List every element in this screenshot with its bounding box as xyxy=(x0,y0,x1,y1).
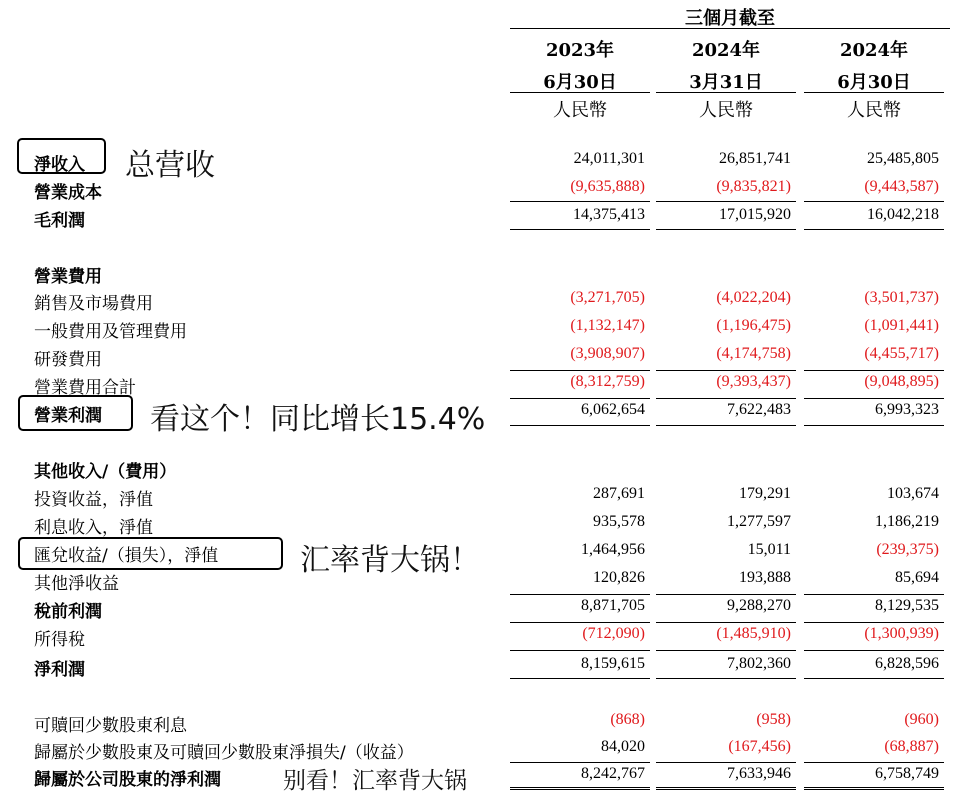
cell-value: 15,011 xyxy=(747,541,791,558)
cell-value: (9,835,821) xyxy=(716,178,791,195)
cell-value: 1,464,956 xyxy=(581,541,645,558)
subtotal-rule xyxy=(510,622,650,623)
cell-value: (4,174,758) xyxy=(716,345,791,362)
cell-value: 6,993,323 xyxy=(875,401,939,418)
row-label: 投資收益，淨值 xyxy=(34,490,153,510)
highlight-box-revenue xyxy=(17,138,106,174)
cell-value: (9,048,895) xyxy=(864,373,939,390)
total-rule xyxy=(510,425,650,426)
subtotal-rule xyxy=(510,594,650,595)
cell-value: 8,871,705 xyxy=(581,597,645,614)
cell-value: 17,015,920 xyxy=(719,206,791,223)
subtotal-rule xyxy=(804,650,944,651)
cell-value: (9,443,587) xyxy=(864,178,939,195)
column-currency: 人民幣 xyxy=(553,100,607,121)
period-rule xyxy=(510,28,950,29)
column-year: 2023年 xyxy=(545,40,615,61)
subtotal-rule xyxy=(510,370,650,371)
subtotal-rule xyxy=(510,398,650,399)
cell-value: 16,042,218 xyxy=(867,206,939,223)
column-date: 3月31日 xyxy=(689,72,763,93)
annotation-revenue: 总营收 xyxy=(125,148,215,183)
row-label: 所得稅 xyxy=(34,630,85,650)
row-label: 營業利潤 xyxy=(34,406,102,426)
subtotal-rule xyxy=(510,650,650,651)
row-label: 歸屬於少數股東及可贖回少數股東淨損失/（收益） xyxy=(34,743,414,763)
cell-value: 25,485,805 xyxy=(867,150,939,167)
subtotal-rule xyxy=(656,370,796,371)
cell-value: 179,291 xyxy=(739,485,791,502)
row-label: 淨收入 xyxy=(34,155,85,175)
cell-value: 14,375,413 xyxy=(573,206,645,223)
cell-value: 8,159,615 xyxy=(581,655,645,672)
column-year: 2024年 xyxy=(839,40,909,61)
annotation-operating-profit: 看这个！同比增长15.4% xyxy=(150,402,486,437)
total-rule xyxy=(804,425,944,426)
row-label: 一般費用及管理費用 xyxy=(34,322,187,342)
subtotal-rule xyxy=(804,594,944,595)
cell-value: 1,277,597 xyxy=(727,513,791,530)
cell-value: (3,908,907) xyxy=(570,345,645,362)
total-rule xyxy=(804,229,944,230)
subtotal-rule xyxy=(656,622,796,623)
subtotal-rule xyxy=(656,762,796,763)
subtotal-rule xyxy=(804,762,944,763)
cell-value: (868) xyxy=(610,711,645,728)
cell-value: 24,011,301 xyxy=(573,150,645,167)
cell-value: (167,456) xyxy=(728,738,791,755)
total-rule xyxy=(656,229,796,230)
cell-value: (3,501,737) xyxy=(864,289,939,306)
column-rule xyxy=(804,92,944,93)
highlight-box-operating-profit xyxy=(18,395,133,431)
grand-total-double-rule xyxy=(656,787,796,790)
subtotal-rule xyxy=(804,398,944,399)
column-header-1 xyxy=(510,36,650,94)
column-header-3 xyxy=(804,36,944,94)
cell-value: 1,186,219 xyxy=(875,513,939,530)
cell-value: 85,694 xyxy=(895,569,939,586)
subtotal-rule xyxy=(510,762,650,763)
cell-value: (960) xyxy=(904,711,939,728)
column-date: 6月30日 xyxy=(837,72,911,93)
subtotal-rule xyxy=(804,370,944,371)
cell-value: 7,622,483 xyxy=(727,401,791,418)
cell-value: 7,802,360 xyxy=(727,655,791,672)
column-rule xyxy=(510,92,650,93)
subtotal-rule xyxy=(804,622,944,623)
annotation-fx: 汇率背大锅！ xyxy=(300,543,480,578)
cell-value: 7,633,946 xyxy=(727,765,791,782)
cell-value: (68,887) xyxy=(884,738,939,755)
annotation-net-profit: 别看！汇率背大锅 xyxy=(283,768,467,794)
total-rule xyxy=(804,678,944,679)
cell-value: 6,758,749 xyxy=(875,765,939,782)
subtotal-rule xyxy=(656,650,796,651)
total-rule xyxy=(656,678,796,679)
total-rule xyxy=(510,229,650,230)
row-label: 歸屬於公司股東的淨利潤 xyxy=(34,770,221,790)
cell-value: 8,129,535 xyxy=(875,597,939,614)
cell-value: (958) xyxy=(756,711,791,728)
row-label: 利息收入，淨值 xyxy=(34,518,153,538)
cell-value: 26,851,741 xyxy=(719,150,791,167)
column-currency: 人民幣 xyxy=(847,100,901,121)
row-label: 營業成本 xyxy=(34,183,102,203)
grand-total-double-rule xyxy=(510,787,650,790)
row-label: 其他收入/（費用） xyxy=(34,462,177,482)
row-label: 研發費用 xyxy=(34,350,102,370)
row-label: 可贖回少數股東利息 xyxy=(34,716,187,736)
total-rule xyxy=(656,425,796,426)
highlight-box-fx xyxy=(18,537,283,570)
cell-value: 9,288,270 xyxy=(727,597,791,614)
column-currency: 人民幣 xyxy=(699,100,753,121)
cell-value: 120,826 xyxy=(593,569,645,586)
period-header: 三個月截至 xyxy=(685,8,775,29)
cell-value: (239,375) xyxy=(876,541,939,558)
cell-value: (1,132,147) xyxy=(570,317,645,334)
subtotal-rule xyxy=(656,594,796,595)
row-label: 其他淨收益 xyxy=(34,574,119,594)
cell-value: (1,091,441) xyxy=(864,317,939,334)
row-label: 淨利潤 xyxy=(34,660,85,680)
cell-value: (1,300,939) xyxy=(864,625,939,642)
subtotal-rule xyxy=(656,398,796,399)
cell-value: (1,485,910) xyxy=(716,625,791,642)
cell-value: 8,242,767 xyxy=(581,765,645,782)
column-header-2 xyxy=(656,36,796,94)
cell-value: (9,393,437) xyxy=(716,373,791,390)
subtotal-rule xyxy=(510,201,650,202)
row-label: 毛利潤 xyxy=(34,211,85,231)
cell-value: 287,691 xyxy=(593,485,645,502)
cell-value: (8,312,759) xyxy=(570,373,645,390)
cell-value: (4,455,717) xyxy=(864,345,939,362)
cell-value: 84,020 xyxy=(601,738,645,755)
row-label: 營業費用 xyxy=(34,267,102,287)
total-rule xyxy=(510,678,650,679)
cell-value: 6,062,654 xyxy=(581,401,645,418)
subtotal-rule xyxy=(656,201,796,202)
cell-value: 935,578 xyxy=(593,513,645,530)
cell-value: 103,674 xyxy=(887,485,939,502)
row-label: 營業費用合計 xyxy=(34,378,136,398)
column-rule xyxy=(656,92,796,93)
cell-value: 193,888 xyxy=(739,569,791,586)
row-label: 銷售及市場費用 xyxy=(34,294,153,314)
column-year: 2024年 xyxy=(691,40,761,61)
row-label: 稅前利潤 xyxy=(34,602,102,622)
cell-value: 6,828,596 xyxy=(875,655,939,672)
cell-value: (1,196,475) xyxy=(716,317,791,334)
row-label: 匯兌收益/（損失），淨值 xyxy=(34,546,219,566)
cell-value: (4,022,204) xyxy=(716,289,791,306)
grand-total-double-rule xyxy=(804,787,944,790)
subtotal-rule xyxy=(804,201,944,202)
cell-value: (3,271,705) xyxy=(570,289,645,306)
cell-value: (712,090) xyxy=(582,625,645,642)
cell-value: (9,635,888) xyxy=(570,178,645,195)
column-date: 6月30日 xyxy=(543,72,617,93)
